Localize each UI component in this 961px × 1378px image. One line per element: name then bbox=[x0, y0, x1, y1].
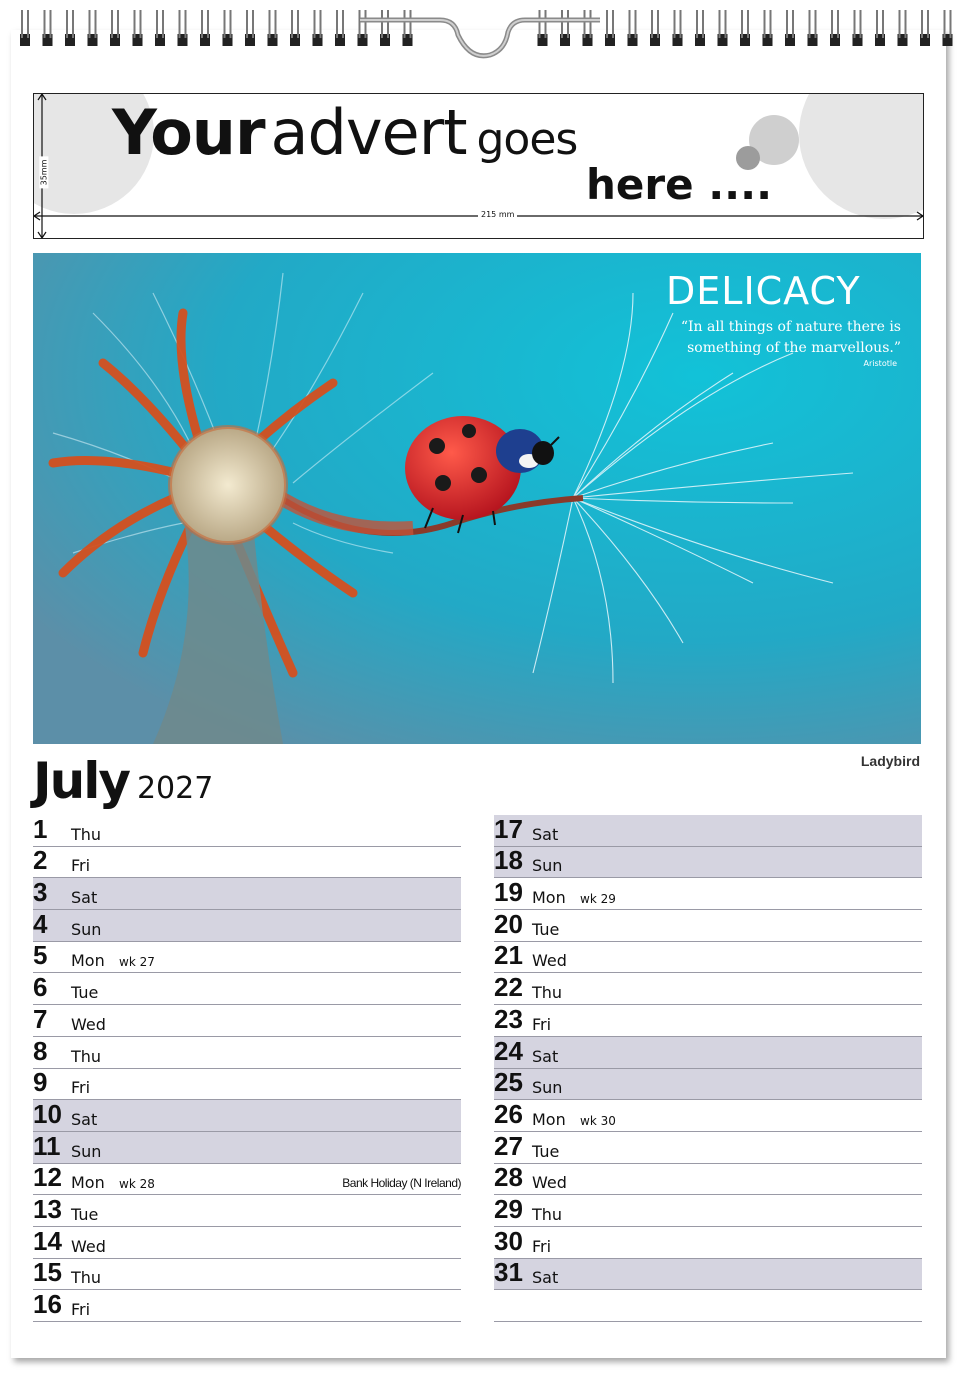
day-number: 2 bbox=[33, 845, 48, 876]
day-number: 27 bbox=[494, 1130, 523, 1161]
week-number: wk 27 bbox=[119, 955, 155, 970]
month-name: July bbox=[33, 752, 129, 810]
day-number: 17 bbox=[494, 813, 523, 844]
day-row bbox=[494, 910, 922, 942]
week-number: wk 30 bbox=[580, 1113, 616, 1128]
day-number: 12 bbox=[33, 1162, 62, 1193]
day-row bbox=[33, 1037, 461, 1069]
day-row bbox=[33, 973, 461, 1005]
day-name: Wed bbox=[532, 951, 567, 971]
day-row bbox=[33, 1100, 461, 1132]
day-number: 14 bbox=[33, 1225, 62, 1256]
day-row bbox=[33, 942, 461, 974]
day-name: Fri bbox=[71, 1078, 91, 1098]
day-name: Fri bbox=[71, 1300, 91, 1319]
day-name: Wed bbox=[71, 1236, 106, 1256]
advert-word-advert: advert bbox=[270, 96, 467, 169]
day-name: Thu bbox=[532, 983, 563, 1003]
day-number: 21 bbox=[494, 940, 523, 971]
day-row bbox=[33, 910, 461, 942]
day-number: 13 bbox=[33, 1193, 62, 1224]
day-number: 9 bbox=[33, 1067, 48, 1098]
day-row bbox=[494, 815, 922, 847]
day-number: 15 bbox=[33, 1257, 62, 1288]
day-row bbox=[494, 878, 922, 910]
photo-title: DELICACY bbox=[666, 269, 861, 313]
advert-height-label: 35mm bbox=[39, 157, 48, 189]
day-number: 4 bbox=[33, 908, 48, 939]
day-row bbox=[33, 815, 461, 847]
day-name: Sun bbox=[71, 919, 102, 939]
day-name: Sat bbox=[532, 1046, 559, 1066]
advert-word-here: here .... bbox=[586, 160, 773, 209]
day-row bbox=[494, 973, 922, 1005]
day-number: 25 bbox=[494, 1067, 523, 1098]
day-name: Tue bbox=[71, 983, 99, 1003]
day-number: 8 bbox=[33, 1035, 48, 1066]
day-row bbox=[494, 1164, 922, 1196]
day-row bbox=[494, 1069, 922, 1101]
day-name: Sat bbox=[71, 888, 98, 908]
advert-word-goes: goes bbox=[476, 114, 578, 165]
days-column-left bbox=[33, 815, 461, 1322]
day-row bbox=[33, 847, 461, 879]
day-row bbox=[494, 1100, 922, 1132]
day-name: Tue bbox=[532, 919, 560, 939]
day-name: Sat bbox=[71, 1109, 98, 1129]
day-row bbox=[494, 1195, 922, 1227]
day-row bbox=[33, 1069, 461, 1101]
day-name: Thu bbox=[71, 1046, 102, 1066]
day-row bbox=[33, 1164, 461, 1196]
day-number: 18 bbox=[494, 845, 523, 876]
day-number: 16 bbox=[33, 1289, 62, 1319]
day-row bbox=[494, 1227, 922, 1259]
day-name: Thu bbox=[532, 1204, 563, 1224]
day-name: Fri bbox=[532, 1014, 552, 1034]
day-number: 23 bbox=[494, 1003, 523, 1034]
day-number: 20 bbox=[494, 908, 523, 939]
day-name: Sat bbox=[532, 824, 559, 844]
day-name: Tue bbox=[532, 1141, 560, 1161]
day-row bbox=[494, 1259, 922, 1291]
day-name: Sun bbox=[532, 856, 563, 876]
photo-caption: Ladybird bbox=[860, 753, 920, 769]
month-photo bbox=[33, 253, 921, 744]
day-number: 5 bbox=[33, 940, 48, 971]
day-number: 1 bbox=[33, 813, 48, 844]
day-name: Mon bbox=[532, 888, 566, 908]
day-number: 19 bbox=[494, 877, 523, 908]
day-number: 28 bbox=[494, 1162, 523, 1193]
day-name: Mon bbox=[71, 1173, 105, 1193]
day-name: Sun bbox=[532, 1078, 563, 1098]
day-number: 29 bbox=[494, 1193, 523, 1224]
day-name: Fri bbox=[71, 856, 91, 876]
day-row bbox=[494, 1037, 922, 1069]
day-number: 11 bbox=[33, 1130, 61, 1161]
days-column-right bbox=[494, 815, 922, 1322]
day-name: Fri bbox=[532, 1236, 552, 1256]
day-number: 3 bbox=[33, 877, 48, 908]
day-number: 10 bbox=[33, 1098, 62, 1129]
advert-width-label: 215 mm bbox=[478, 210, 517, 219]
week-number: wk 29 bbox=[580, 892, 616, 907]
day-row bbox=[494, 1005, 922, 1037]
advert-headline bbox=[112, 96, 577, 169]
day-number: 24 bbox=[494, 1035, 523, 1066]
photo-quote: “In all things of nature there is something of the marvellous.” bbox=[680, 319, 901, 356]
day-row bbox=[33, 1227, 461, 1259]
day-number: 22 bbox=[494, 972, 523, 1003]
week-number: wk 28 bbox=[119, 1177, 155, 1192]
photo-quote-author: Aristotle bbox=[863, 359, 897, 368]
day-row bbox=[494, 1290, 922, 1322]
advert-word-your: Your bbox=[112, 96, 265, 169]
day-row bbox=[33, 1132, 461, 1164]
day-row bbox=[494, 1132, 922, 1164]
day-row bbox=[494, 847, 922, 879]
month-heading bbox=[33, 752, 213, 810]
day-row bbox=[494, 942, 922, 974]
day-number: 31 bbox=[494, 1257, 523, 1288]
day-name: Mon bbox=[71, 951, 105, 971]
day-row bbox=[33, 1290, 461, 1322]
wire-binding bbox=[0, 0, 961, 64]
day-name: Wed bbox=[532, 1173, 567, 1193]
day-note: Bank Holiday (N Ireland) bbox=[342, 1176, 461, 1191]
day-name: Wed bbox=[71, 1014, 106, 1034]
day-row bbox=[33, 878, 461, 910]
day-name: Thu bbox=[71, 1268, 102, 1288]
day-number: 26 bbox=[494, 1098, 523, 1129]
day-name: Sat bbox=[532, 1268, 559, 1288]
day-row bbox=[33, 1259, 461, 1291]
day-name: Thu bbox=[71, 824, 102, 844]
day-row bbox=[33, 1195, 461, 1227]
day-name: Sun bbox=[71, 1141, 102, 1161]
day-name: Tue bbox=[71, 1204, 99, 1224]
advert-box bbox=[33, 93, 924, 239]
day-number: 6 bbox=[33, 972, 48, 1003]
day-number: 30 bbox=[494, 1225, 523, 1256]
day-number: 7 bbox=[33, 1003, 48, 1034]
month-year: 2027 bbox=[136, 771, 214, 806]
day-row bbox=[33, 1005, 461, 1037]
day-name: Mon bbox=[532, 1109, 566, 1129]
